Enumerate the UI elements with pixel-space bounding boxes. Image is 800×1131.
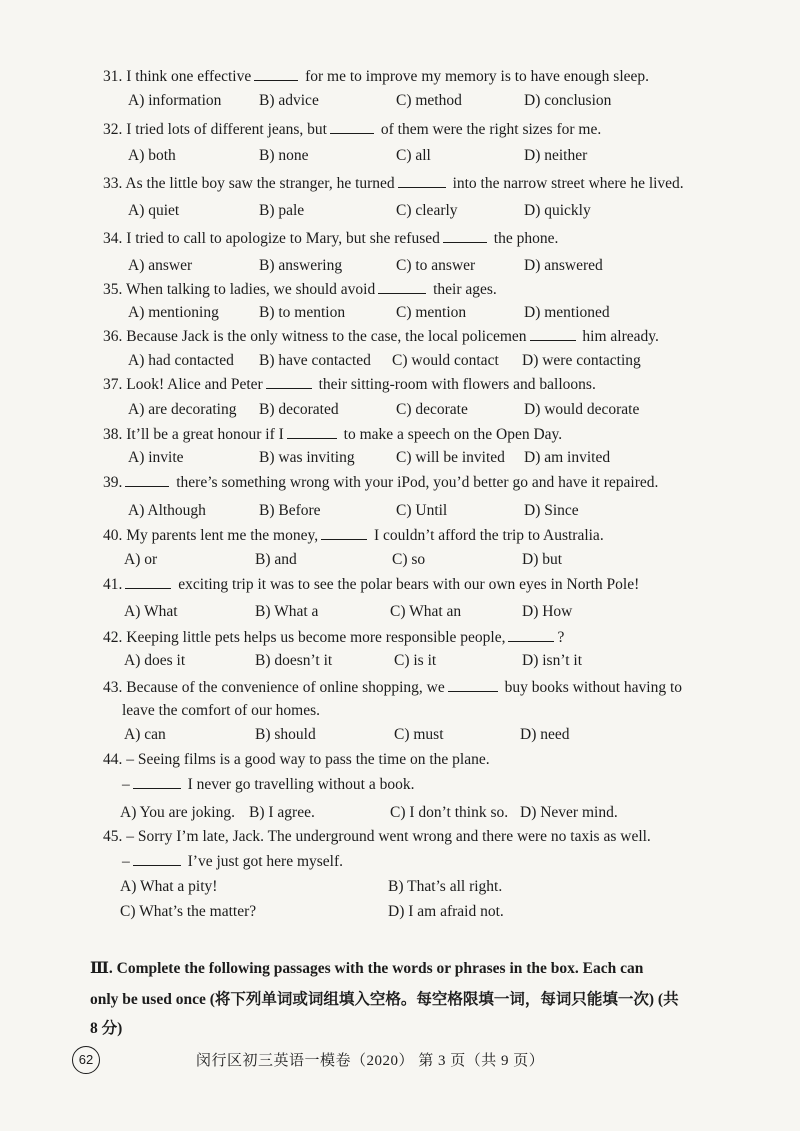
option-d[interactable]: D) need — [520, 726, 570, 743]
question-text: I’ve just got here myself. — [187, 853, 344, 870]
question-40 — [103, 525, 604, 546]
option-a[interactable]: A) quiet — [128, 202, 180, 219]
question-35 — [103, 279, 497, 300]
question-number: 42. — [103, 629, 123, 646]
question-number: 37. — [103, 376, 123, 393]
question-text: into the narrow street where he lived. — [452, 175, 684, 192]
question-33 — [103, 173, 684, 194]
option-b[interactable]: B) and — [255, 551, 297, 568]
option-c[interactable]: C) Until — [396, 502, 448, 519]
answer-blank[interactable] — [448, 677, 498, 692]
question-text: It’ll be a great honour if I — [126, 426, 284, 443]
question-45-reply — [122, 851, 343, 872]
answer-blank[interactable] — [133, 851, 181, 866]
question-text: – Seeing films is a good way to pass the time on the plane. — [126, 751, 490, 768]
option-a[interactable]: A) mentioning — [128, 304, 219, 321]
question-text: Because Jack is the only witness to the case, the local policemen — [126, 328, 527, 345]
option-d[interactable]: D) Never mind. — [520, 804, 618, 821]
option-a[interactable]: A) had contacted — [128, 352, 234, 369]
option-c[interactable]: C) must — [394, 726, 444, 743]
question-43 — [103, 677, 682, 698]
option-a[interactable]: A) Although — [128, 502, 206, 519]
dash: – — [122, 776, 130, 793]
question-44 — [103, 750, 490, 770]
question-text: their sitting-room with flowers and balloons. — [318, 376, 596, 393]
option-b[interactable]: B) none — [259, 147, 309, 164]
question-number: 43. — [103, 679, 123, 696]
question-text: there’s something wrong with your iPod, you’d better go and have it repaired. — [176, 474, 659, 491]
answer-blank[interactable] — [321, 525, 367, 540]
option-c[interactable]: C) method — [396, 92, 462, 109]
option-a[interactable]: A) What a pity! — [120, 878, 218, 895]
section-numeral: Ⅲ. — [90, 960, 113, 977]
option-d[interactable]: D) How — [522, 603, 573, 620]
option-a[interactable]: A) You are joking. — [120, 804, 235, 821]
option-d[interactable]: D) Since — [524, 502, 579, 519]
answer-blank[interactable] — [125, 574, 171, 589]
option-a[interactable]: A) does it — [124, 652, 186, 669]
question-43-continuation: leave the comfort of our homes. — [122, 702, 320, 719]
question-number: 38. — [103, 426, 123, 443]
option-c[interactable]: C) I don’t think so. — [390, 804, 509, 821]
option-b[interactable]: B) decorated — [259, 401, 339, 418]
question-number: 36. — [103, 328, 123, 345]
question-text: Look! Alice and Peter — [126, 376, 263, 393]
option-b[interactable]: B) What a — [255, 603, 319, 620]
question-34 — [103, 228, 558, 249]
answer-blank[interactable] — [330, 119, 374, 134]
question-42 — [103, 627, 564, 648]
question-number: 39. — [103, 474, 123, 491]
answer-blank[interactable] — [125, 472, 169, 487]
option-b[interactable]: B) answering — [259, 257, 343, 274]
answer-blank[interactable] — [398, 173, 446, 188]
question-text: I tried lots of different jeans, but — [126, 121, 327, 138]
answer-blank[interactable] — [254, 66, 298, 81]
option-b[interactable]: B) pale — [259, 202, 305, 219]
option-c[interactable]: C) all — [396, 147, 431, 164]
question-text: I couldn’t afford the trip to Australia. — [373, 527, 604, 544]
question-44-reply — [122, 774, 414, 795]
question-text: him already. — [582, 328, 659, 345]
question-text: I tried to call to apologize to Mary, but she refused — [126, 230, 440, 247]
option-c[interactable]: C) What’s the matter? — [120, 903, 257, 920]
option-b[interactable]: B) Before — [259, 502, 321, 519]
question-45 — [103, 827, 651, 847]
option-d[interactable]: D) neither — [524, 147, 588, 164]
question-number: 33. — [103, 175, 123, 192]
option-d[interactable]: D) would decorate — [524, 401, 640, 418]
option-c[interactable]: C) mention — [396, 304, 467, 321]
question-number: 41. — [103, 576, 123, 593]
question-41 — [103, 574, 639, 595]
question-text: buy books without having to — [504, 679, 683, 696]
option-a[interactable]: A) answer — [128, 257, 193, 274]
answer-blank[interactable] — [508, 627, 554, 642]
question-number: 45. — [103, 828, 123, 845]
question-38 — [103, 424, 562, 445]
question-text: the phone. — [493, 230, 559, 247]
question-text: of them were the right sizes for me. — [380, 121, 602, 138]
page-badge: 62 — [72, 1046, 100, 1074]
option-b[interactable]: B) doesn’t it — [255, 652, 333, 669]
question-text: My parents lent me the money, — [126, 527, 319, 544]
question-number: 40. — [103, 527, 123, 544]
question-37 — [103, 374, 596, 395]
option-c[interactable]: C) is it — [394, 652, 437, 669]
option-d[interactable]: D) but — [522, 551, 563, 568]
option-a[interactable]: A) are decorating — [128, 401, 237, 418]
question-text: Because of the convenience of online shopping, we — [126, 679, 445, 696]
option-a[interactable]: A) invite — [128, 449, 184, 466]
question-text: their ages. — [433, 281, 497, 298]
option-b[interactable]: B) I agree. — [249, 804, 315, 821]
question-number: 31. — [103, 68, 123, 85]
section-instruction-line3: 8 分) — [90, 1020, 123, 1037]
question-text: I never go travelling without a book. — [187, 776, 415, 793]
answer-blank[interactable] — [530, 326, 576, 341]
question-39 — [103, 472, 658, 493]
option-c[interactable]: C) decorate — [396, 401, 468, 418]
option-d[interactable]: D) were contacting — [522, 352, 641, 369]
option-b[interactable]: B) to mention — [259, 304, 346, 321]
option-c[interactable]: C) would contact — [392, 352, 499, 369]
question-number: 44. — [103, 751, 123, 768]
answer-blank[interactable] — [133, 774, 181, 789]
question-text: exciting trip it was to see the polar bears with our own eyes in North Pole! — [178, 576, 640, 593]
option-a[interactable]: A) information — [128, 92, 222, 109]
option-a[interactable]: A) both — [128, 147, 176, 164]
option-a[interactable]: A) What — [124, 603, 178, 620]
section-instruction-line2: only be used once (将下列单词或词组填入空格。每空格限填一词，每词只能填一次) (共 — [90, 991, 679, 1008]
option-b[interactable]: B) advice — [259, 92, 319, 109]
option-c[interactable]: C) What an — [390, 603, 462, 620]
option-b[interactable]: B) have contacted — [259, 352, 371, 369]
question-36 — [103, 326, 659, 347]
question-32 — [103, 119, 601, 140]
option-b[interactable]: B) was inviting — [259, 449, 355, 466]
option-c[interactable]: C) to answer — [396, 257, 476, 274]
option-d[interactable]: D) answered — [524, 257, 603, 274]
option-a[interactable]: A) can — [124, 726, 166, 743]
section-instruction: Complete the following passages with the words or phrases in the box. Each can — [116, 960, 644, 977]
question-text: Keeping little pets helps us become more responsible people, — [126, 629, 506, 646]
answer-blank[interactable] — [443, 228, 487, 243]
option-c[interactable]: C) clearly — [396, 202, 458, 219]
question-text: – Sorry I’m late, Jack. The underground went wrong and there were no taxis as well. — [126, 828, 651, 845]
question-text: As the little boy saw the stranger, he turned — [125, 175, 395, 192]
option-d[interactable]: D) I am afraid not. — [388, 903, 504, 920]
option-b[interactable]: B) should — [255, 726, 316, 743]
answer-blank[interactable] — [287, 424, 337, 439]
option-c[interactable]: C) will be invited — [396, 449, 505, 466]
question-text: I think one effective — [126, 68, 252, 85]
question-text: for me to improve my memory is to have enough sleep. — [305, 68, 650, 85]
section-heading — [90, 959, 643, 979]
option-c[interactable]: C) so — [392, 551, 426, 568]
answer-blank[interactable] — [266, 374, 312, 389]
dash: – — [122, 853, 130, 870]
answer-blank[interactable] — [378, 279, 426, 294]
option-d[interactable]: D) mentioned — [524, 304, 610, 321]
option-d[interactable]: D) quickly — [524, 202, 591, 219]
question-number: 34. — [103, 230, 123, 247]
option-d[interactable]: D) isn’t it — [522, 652, 582, 669]
page-footer — [0, 1046, 800, 1076]
question-text: ? — [557, 629, 565, 646]
option-d[interactable]: D) conclusion — [524, 92, 612, 109]
option-d[interactable]: D) am invited — [524, 449, 611, 466]
question-text: When talking to ladies, we should avoid — [125, 281, 376, 298]
question-31 — [103, 66, 649, 87]
footer-text: 闵行区初三英语一模卷（2020） 第 3 页（共 9 页） — [196, 1053, 545, 1069]
option-b[interactable]: B) That’s all right. — [388, 878, 503, 895]
question-text: to make a speech on the Open Day. — [343, 426, 563, 443]
question-number: 32. — [103, 121, 123, 138]
option-a[interactable]: A) or — [124, 551, 158, 568]
question-number: 35. — [103, 281, 123, 298]
